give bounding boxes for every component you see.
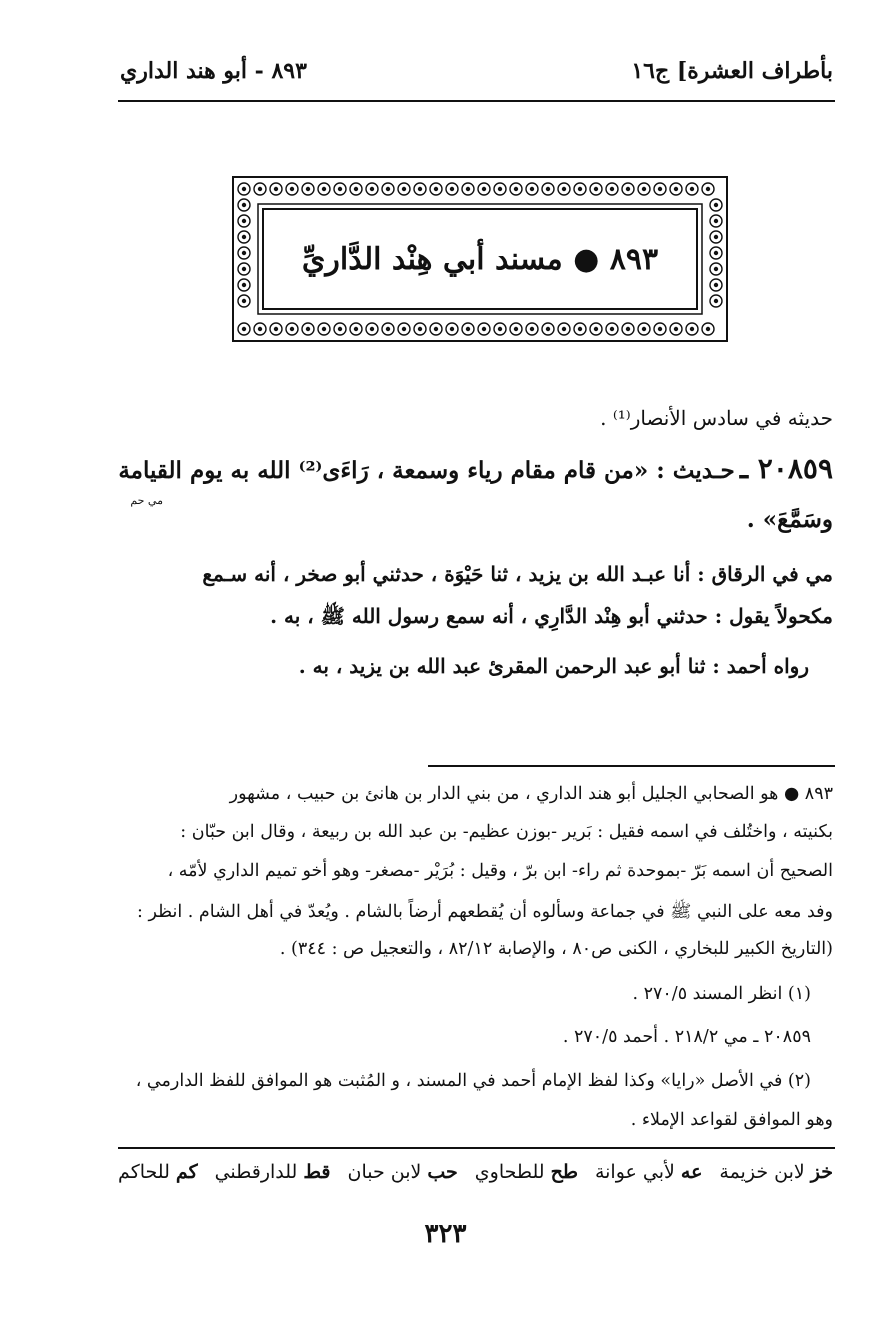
footnote-line: ٨٩٣ ● هو الصحابي الجليل أبو هند الداري ، من بني الدار بن هانئ بن حبيب ، مشهور xyxy=(229,784,833,804)
chapter-title: ٨٩٣ ● مسند أبي هِنْد الدَّاريِّ xyxy=(301,241,659,277)
abbreviation-separator xyxy=(118,1147,835,1149)
footnote-line: ٢٠٨٥٩ ـ مي ٢١٨/٢ . أحمد ٢٧٠/٥ . xyxy=(562,1027,811,1047)
footnote-separator xyxy=(428,765,835,767)
page-number: ٣٢٣ xyxy=(424,1219,467,1249)
hadith-number: ٢٠٨٥٩ ـ xyxy=(739,452,833,485)
mi-line-1: مي في الرقاق : أنا عبـد الله بن يزيد ، ثنا حَيْوَة ، حدثني أبو صخر ، أنه سـمع xyxy=(202,562,833,586)
footnote-line: وهو الموافق لقواعد الإملاء . xyxy=(630,1110,833,1130)
abbr-item: طح للطحاوي xyxy=(474,1161,578,1183)
abbr-item: خز لابن خزيمة xyxy=(719,1161,833,1183)
footnote-line: وفد معه على النبي ﷺ في جماعة وسألوه أن يُقطعهم أرضاً بالشام . ويُعدّ في أهل الشام . انظر : xyxy=(137,902,833,922)
running-header-book: بأطراف العشرة] ج١٦ xyxy=(631,58,833,84)
intro-line: حديثه في سادس الأنصار⁽¹⁾ . xyxy=(600,406,833,430)
abbr-item: كم للحاكم xyxy=(118,1161,198,1183)
abbreviation-key xyxy=(118,1161,833,1183)
hadith-text: حـديث : «من قام مقام رياء وسمعة ، رَاءَى⁽²⁾ الله به يوم القيامة xyxy=(118,457,735,484)
running-header-section: ٨٩٣ - أبو هند الداري xyxy=(120,58,307,84)
hadith-header-line xyxy=(118,452,833,485)
abbr-item: عه لأبي عوانة xyxy=(594,1161,703,1183)
abbr-item: حب لابن حبان xyxy=(347,1161,458,1183)
ahmad-line: رواه أحمد : ثنا أبو عبد الرحمن المقرئ عبد الله بن يزيد ، به . xyxy=(298,654,809,678)
footnote-line: الصحيح أن اسمه بَرّ -بموحدة ثم راء- ابن برّ ، وقيل : بُرَيْر -مصغر- وهو أخو تميم الداري لأمّه ، xyxy=(167,861,833,881)
chapter-title-box xyxy=(262,208,698,310)
mi-line-2: مكحولاً يقول : حدثني أبو هِنْد الدَّارِي ، أنه سمع رسول الله ﷺ ، به . xyxy=(270,604,833,628)
header-rule xyxy=(118,100,835,102)
footnote-line: (التاريخ الكبير للبخاري ، الكنى ص٨٠ ، والإصابة ٨٢/١٢ ، والتعجيل ص : ٣٤٤) . xyxy=(279,939,833,959)
footnote-line: (٢) في الأصل «رايا» وكذا لفظ الإمام أحمد في المسند ، و المُثبت هو الموافق للفظ الدارمي ، xyxy=(135,1071,811,1091)
abbr-item: قط للدارقطني xyxy=(214,1161,331,1183)
hadith-text-continued: وسَمَّعَ» . xyxy=(746,506,833,533)
footnote-line: بكنيته ، واختُلف في اسمه فقيل : بَرير -بوزن عظيم- بن عبد الله بن ربيعة ، وقال ابن حبّان : xyxy=(180,822,833,842)
footnote-line: (١) انظر المسند ٢٧٠/٥ . xyxy=(632,984,811,1004)
margin-note: مي حم xyxy=(130,494,163,507)
